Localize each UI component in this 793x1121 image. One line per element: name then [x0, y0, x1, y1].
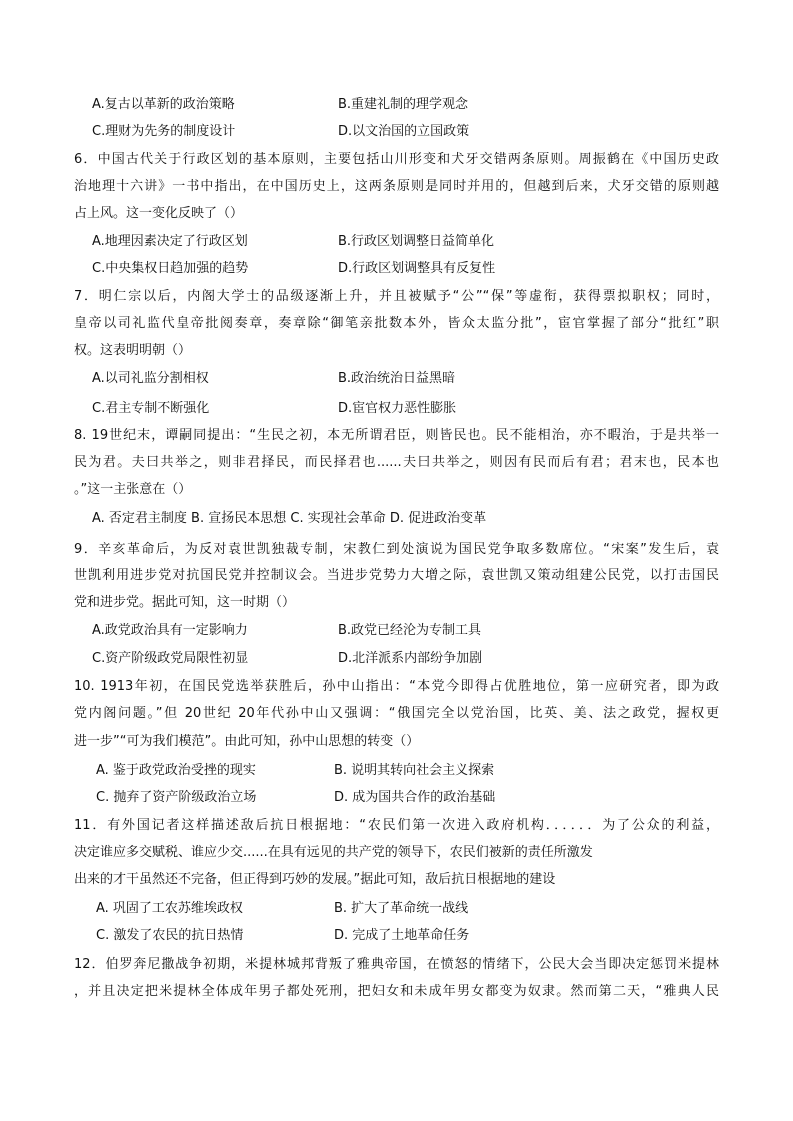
q6-option-b: B.行政区划调整日益简单化 — [338, 234, 495, 249]
q9-option-a: A.政党政治具有一定影响力 — [92, 623, 248, 638]
q6-option-a: A.地理因素决定了行政区划 — [92, 234, 248, 249]
q10-option-d: D. 成为国共合作的政治基础 — [334, 790, 496, 805]
q6-option-c: C.中央集权日趋加强的趋势 — [92, 261, 249, 276]
q7-option-c: C.君主专制不断强化 — [92, 401, 210, 416]
q11-stem-line-3: 出来的才干虽然还不完备，但正得到巧妙的发展。”据此可知，敌后抗日根据地的建设 — [74, 872, 556, 887]
q11-stem-line-2: 决定谁应多交赋税、谁应少交......在具有远见的共产党的领导下，农民们被新的责任所激发 — [74, 845, 593, 860]
q7-option-b: B.政治统治日益黑暗 — [338, 371, 456, 386]
q10-stem-line-3: 进一步”“可为我们模范”。由此可知，孙中山思想的转变（） — [74, 734, 420, 749]
q5-option-d: D.以文治国的立国政策 — [338, 124, 470, 139]
q8-stem-line-3: 。”这一主张意在（） — [74, 482, 192, 497]
q7-option-d: D.宦官权力恶性膨胀 — [338, 401, 457, 416]
q9-stem-line-3: 党和进步党。据此可知，这一时期（） — [74, 595, 296, 610]
q5-option-b: B.重建礼制的理学观念 — [338, 97, 469, 112]
q7-stem-line-1: 7．明仁宗以后，内阁大学士的品级逐渐上升，并且被赋予“公”“保”等虚衔，获得票拟职权；同时， — [74, 289, 719, 304]
q8-stem-line-1: 8. 19世纪末，谭嗣同提出：“生民之初，本无所谓君臣，则皆民也。民不能相治，亦不暇治，于是共举一 — [74, 428, 719, 443]
q8-stem-line-2: 民为君。夫曰共举之，则非君择民，而民择君也......夫曰共举之，则因有民而后有君；君末也，民本也 — [74, 455, 719, 470]
q11-stem-line-1: 11．有外国记者这样描述敌后抗日根据地：“农民们第一次进入政府机构．．．．．．为了公众的利益， — [74, 818, 719, 833]
q6-stem-line-1: 6．中国古代关于行政区划的基本原则，主要包括山川形变和犬牙交错两条原则。周振鹤在《中国历史政 — [74, 152, 719, 167]
q9-option-c: C.资产阶级政党局限性初显 — [92, 651, 249, 666]
q9-option-b: B.政党已经沦为专制工具 — [338, 623, 482, 638]
q6-stem-line-3: 占上风。这一变化反映了（） — [74, 206, 244, 221]
q5-option-a: A.复古以革新的政治策略 — [92, 97, 235, 112]
q12-stem-line-2: ，并且决定把米提林全体成年男子都处死刑，把妇女和未成年男女都变为奴隶。然而第二天，“雅典人民 — [74, 984, 719, 999]
q6-option-d: D.行政区划调整具有反复性 — [338, 261, 496, 276]
q12-stem-line-1: 12．伯罗奔尼撒战争初期，米提林城邦背叛了雅典帝国，在愤怒的情绪下，公民大会当即决定惩罚米提林 — [74, 957, 719, 972]
q7-option-a: A.以司礼监分割相权 — [92, 371, 209, 386]
q11-option-a: A. 巩固了工农苏维埃政权 — [96, 901, 243, 916]
q9-stem-line-1: 9．辛亥革命后，为反对袁世凯独裁专制，宋教仁到处演说为国民党争取多数席位。“宋案”发生后，袁 — [74, 542, 719, 557]
q10-option-a: A. 鉴于政党政治受挫的现实 — [96, 763, 256, 778]
q7-stem-line-3: 权。这表明明朝（） — [74, 343, 192, 358]
q11-option-c: C. 激发了农民的抗日热情 — [96, 928, 244, 943]
q5-option-c: C.理财为先务的制度设计 — [92, 124, 236, 139]
q10-stem-line-2: 党内阁问题。”但 20世纪 20年代孙中山又强调：“俄国完全以党治国，比英、美、法之政党，握权更 — [74, 706, 719, 721]
q6-stem-line-2: 治地理十六讲》一书中指出，在中国历史上，这两条原则是同时并用的，但越到后来，犬牙交错的原则越 — [74, 179, 719, 194]
q10-option-c: C. 抛弃了资产阶级政治立场 — [96, 790, 257, 805]
q10-option-b: B. 说明其转向社会主义探索 — [334, 763, 495, 778]
q10-stem-line-1: 10. 1913年初，在国民党选举获胜后，孙中山指出：“本党今即得占优胜地位，第一应研究者，即为政 — [74, 679, 719, 694]
q8-options: A. 否定君主制度 B. 宣扬民本思想 C. 实现社会革命 D. 促进政治变革 — [92, 511, 487, 526]
q9-option-d: D.北洋派系内部纷争加剧 — [338, 651, 483, 666]
q11-option-b: B. 扩大了革命统一战线 — [334, 901, 469, 916]
q9-stem-line-2: 世凯利用进步党对抗国民党并控制议会。当进步党势力大增之际，袁世凯又策动组建公民党，以打击国民 — [74, 568, 719, 583]
q7-stem-line-2: 皇帝以司礼监代皇帝批阅奏章，奏章除“御笔亲批数本外，皆众太监分批”，宦官掌握了部分“批红”职 — [74, 316, 719, 331]
q11-option-d: D. 完成了土地革命任务 — [334, 928, 470, 943]
